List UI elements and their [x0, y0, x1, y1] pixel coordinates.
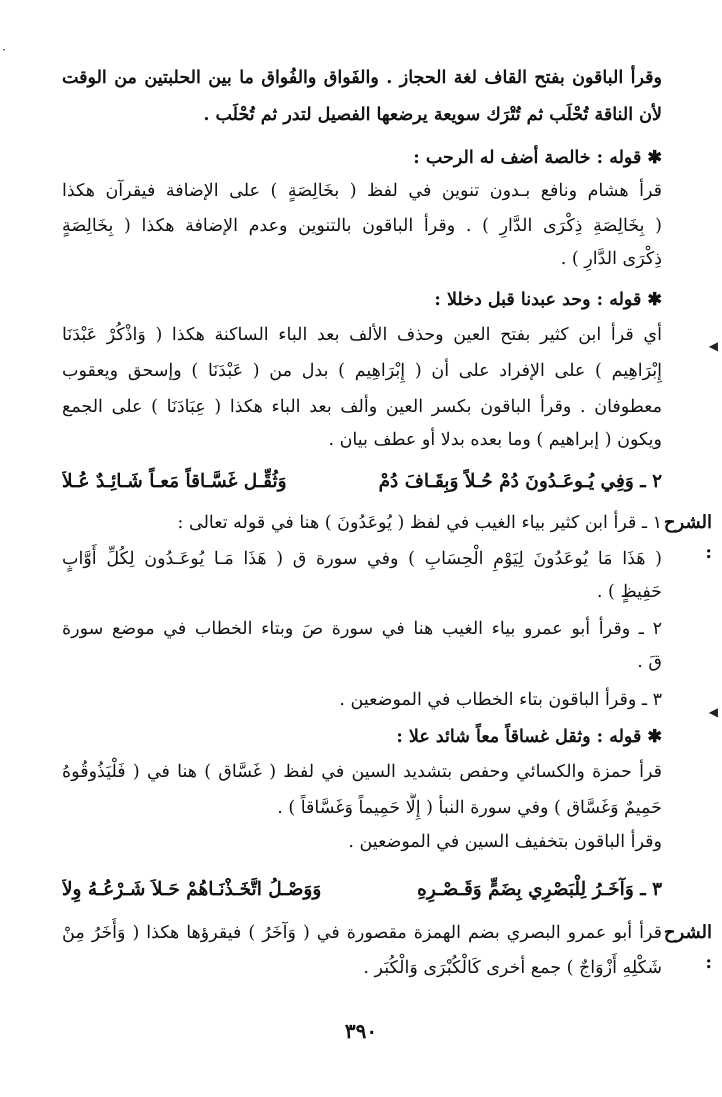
verse-hemistich-2: وَوَصْـلُ اتَّخَـذْنَـاهُمْ حَـلاَ شَـرْعُـهُ وِلاَ: [62, 879, 322, 900]
star-icon: ✱: [647, 290, 662, 310]
text-line: لأن الناقة تُحْلَب ثم تُتْرَك سويعة يرضعها الفصيل لتدر ثم تُحْلَب .: [203, 105, 662, 125]
text-line: ٣ ـ وقرأ الباقون بتاء الخطاب في الموضعين .: [339, 690, 662, 710]
poem-verse: [62, 873, 662, 907]
poem-verse: [62, 465, 662, 499]
text-line: ٢ ـ وقرأ أبو عمرو بياء الغيب هنا في سورة صَ وبتاء الخطاب في موضع سورة: [62, 619, 662, 639]
text-line: ويكون ( إبراهيم ) وما بعده بدلا أو عطف بيان .: [328, 430, 662, 450]
text-line: قرأ أبو عمرو البصري بضم الهمزة مقصورة في ( وَآخَرُ ) فيقرؤها هكذا ( وَأُخَرُ مِنْ: [62, 923, 662, 943]
verse-hemistich-1: ٢ ـ وَفِي يُـوعَـدُونَ دُمْ حُـلاً وَبِقَـافَ دُمْ: [378, 471, 662, 492]
text-line: إِبْرَاهِيم ) على الإفراد على أن ( إِبْرَاهِيم ) بدل من ( عَبْدَنَا ) وإسحق ويعقوب: [62, 361, 662, 381]
margin-mark-icon: ◀: [708, 339, 718, 353]
section-heading: ✱قوله : وحد عبدنا قبل دخللا :: [434, 290, 662, 310]
text-line: ذِكْرَى الدَّارِ ) .: [560, 249, 662, 269]
text-line: ( بِخَالِصَةِ ذِكْرَى الدَّارِ ) . وقرأ الباقون بالتنوين وعدم الإضافة هكذا ( بِخَالِصَةٍ: [62, 216, 662, 236]
text-line: شَكْلِهِ أَزْوَاجٌ ) جمع أخرى كَالْكُبْرَى وَالْكُبَر .: [363, 958, 662, 978]
margin-dot-icon: ·: [2, 43, 6, 57]
page-number: ٣٩٠: [344, 1019, 378, 1043]
sharh-label: الشرح :: [663, 922, 712, 973]
verse-hemistich-2: وَثُقِّـل غَسَّـاقاً مَعـاً شَـائِـدٌ عُـلاَ: [62, 471, 287, 492]
text-line: معطوفان . وقرأ الباقون بكسر العين وألف بعد الباء هكذا ( عِبَادَنَا ) على الجمع: [62, 397, 662, 417]
section-heading: ✱قوله : خالصة أضف له الرحب :: [413, 148, 662, 168]
text-line: ١ ـ قرأ ابن كثير بياء الغيب في لفظ ( يُوعَدُونَ ) هنا في قوله تعالى :: [177, 513, 662, 533]
star-icon: ✱: [647, 727, 662, 747]
text-line: ( هَذَا مَا يُوعَدُونَ لِيَوْمِ الْحِسَابِ ) وفي سورة ق ( هَذَا مَـا يُوعَـدُون لِكُلِّ أَوَّابٍ: [62, 549, 662, 569]
star-icon: ✱: [647, 148, 662, 168]
text-line: حَفِيظٍ ) .: [596, 582, 662, 602]
sharh-label: الشرح :: [663, 512, 712, 563]
text-line: قَ .: [637, 652, 662, 672]
text-line: حَمِيمٌ وَغَسَّاق ) وفي سورة النبأ ( إِلَّا حَمِيماً وَغَسَّاقاً ) .: [277, 798, 662, 818]
section-heading: ✱قوله : وثقل غساقاً معاً شائد علا :: [396, 727, 662, 747]
text-line: قرأ هشام ونافع بـدون تنوين في لفظ ( بخَالِصَةٍ ) على الإضافة فيقرآن هكذا: [62, 181, 662, 201]
verse-hemistich-1: ٣ ـ وَآخَـرُ لِلْبَصْرِي بِضَمٍّ وَقَـصْـرِهِ: [417, 879, 662, 900]
text-line: وقرأ الباقون بتخفيف السين في الموضعين .: [348, 832, 662, 852]
margin-mark-icon: ◀: [708, 705, 718, 719]
text-line: قرأ حمزة والكسائي وحفص بتشديد السين في لفظ ( غَسَّاق ) هنا في ( فَلْيَذُوقُوهُ: [62, 762, 662, 782]
text-line: أي قرأ ابن كثير بفتح العين وحذف الألف بعد الباء الساكنة هكذا ( وَاذْكُرْ عَبْدَنَا: [62, 325, 662, 345]
text-line: وقرأ الباقون بفتح القاف لغة الحجاز . والفَواق والفُواق ما بين الحلبتين من الوقت: [62, 68, 662, 88]
